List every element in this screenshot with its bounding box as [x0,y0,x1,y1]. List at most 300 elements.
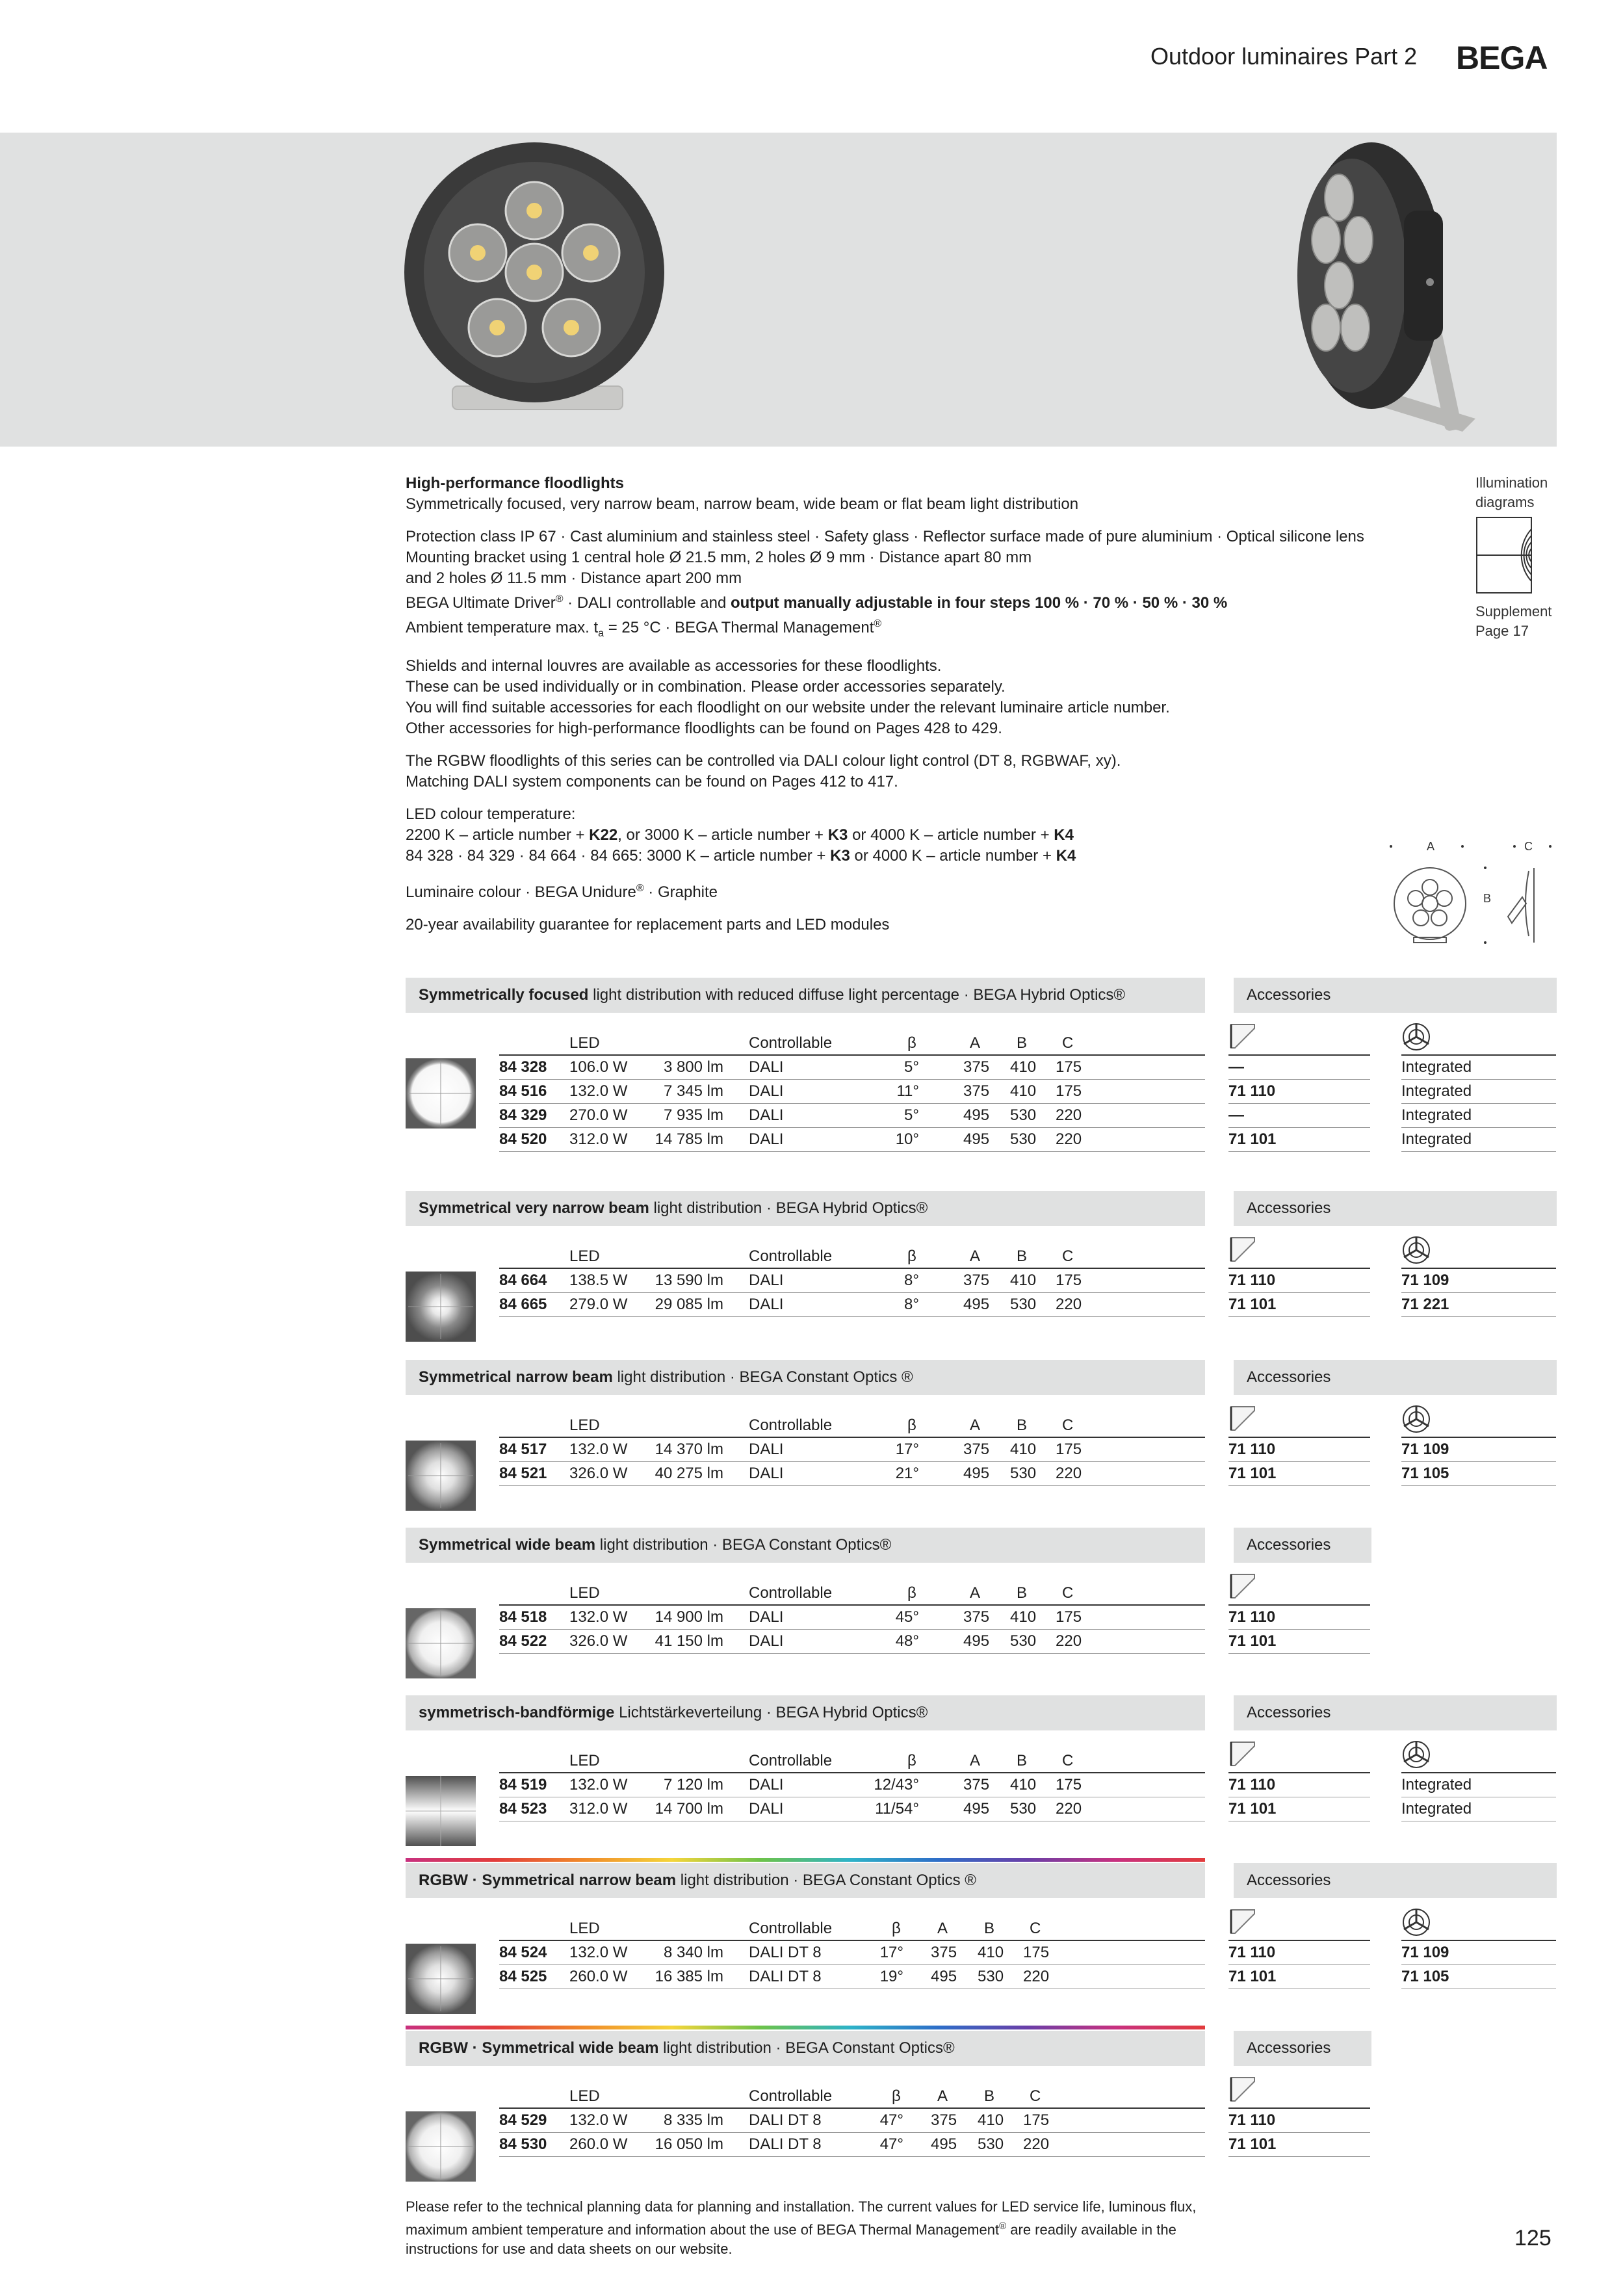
column-header-a: A [970,1584,981,1602]
accessory-shield-column [1228,1235,1370,1317]
accessory-shield-number[interactable]: 71 110 [1228,1269,1370,1293]
column-header-controllable: Controllable [749,1247,833,1265]
page-header-title: Outdoor luminaires Part 2 [1150,43,1418,70]
cell-w: 270.0 W [569,1106,628,1124]
section-title-rest: light distribution · BEGA Constant Optics ® [612,1368,913,1386]
accessory-shield-number[interactable]: 71 101 [1228,1630,1370,1654]
spec-paragraph [406,527,1439,644]
accessory-shield-number[interactable]: 71 110 [1228,1773,1370,1797]
cell-num: 84 529 [499,2111,547,2129]
column-header-led: LED [569,1584,600,1602]
text-line: These can be used individually or in combination. Please order accessories separately. [406,677,1006,696]
footnote-line: are readily available in the [1006,2221,1176,2238]
accessory-louvre-value: Integrated [1401,1773,1556,1797]
light-distribution-thumbnail [406,1058,476,1128]
cell-a: 495 [931,1968,957,1985]
spec-line: and 2 holes Ø 11.5 mm · Distance apart 200 mm [406,569,742,587]
column-header-controllable: Controllable [749,1416,833,1434]
column-header-c: C [1062,1247,1074,1265]
column-header-b: B [1017,1247,1028,1265]
cell-lm: 7 120 lm [663,1776,723,1794]
text-part: · Graphite [643,883,718,901]
light-distribution-thumbnail [406,1608,476,1678]
cell-c: 220 [1056,1800,1082,1818]
column-header-beta: β [907,1034,916,1052]
light-distribution-thumbnail [406,2111,476,2182]
cell-a: 375 [963,1272,990,1289]
cell-lm: 40 275 lm [655,1465,723,1482]
table-row [499,1965,1205,1989]
accessory-shield-column [1228,1740,1370,1821]
accessories-header: Accessories [1234,1191,1557,1226]
text-part: , or 3000 K – article number + [617,826,828,844]
cell-w: 326.0 W [569,1632,628,1650]
page-number: 125 [1514,2226,1552,2250]
accessory-shield-number[interactable]: — [1228,1104,1370,1128]
light-distribution-thumbnail [406,1441,476,1511]
cell-c: 175 [1056,1441,1082,1458]
column-header-c: C [1062,1752,1074,1769]
cell-lm: 14 370 lm [655,1441,723,1458]
cell-beta: 45° [895,1608,919,1626]
column-header-a: A [970,1034,981,1052]
cell-a: 375 [963,1082,990,1100]
cell-w: 132.0 W [569,1608,628,1626]
louvre-icon [1401,1022,1556,1056]
cell-num: 84 517 [499,1441,547,1458]
cell-ctrl: DALI DT 8 [749,1944,822,1961]
cell-a: 375 [931,2111,957,2129]
cell-num: 84 525 [499,1968,547,1985]
cell-num: 84 518 [499,1608,547,1626]
section-title-rest: light distribution with reduced diffuse light percentage · BEGA Hybrid Optics® [588,986,1126,1004]
cell-num: 84 329 [499,1106,547,1124]
cell-lm: 14 785 lm [655,1130,723,1148]
accessories-header: Accessories [1234,1360,1557,1395]
table-header-row [499,1582,1205,1606]
accessory-shield-number[interactable]: 71 101 [1228,1965,1370,1989]
accessory-shield-column [1228,1907,1370,1989]
cell-lm: 3 800 lm [663,1058,723,1076]
cell-a: 495 [963,1465,990,1482]
bega-logo: BEGA [1456,40,1548,76]
section-header [406,1191,1205,1226]
cell-b: 530 [1010,1632,1037,1650]
cell-c: 175 [1023,1944,1050,1961]
cell-beta: 12/43° [874,1776,919,1794]
section-header [406,1528,1205,1563]
cell-b: 410 [978,2111,1004,2129]
colour-paragraph [406,878,1439,903]
section-title-rest: Lichtstärkeverteilung · BEGA Hybrid Optics® [614,1704,928,1721]
column-header-a: A [937,2087,948,2105]
cell-a: 495 [963,1632,990,1650]
column-header-led: LED [569,1034,600,1052]
cell-a: 375 [963,1776,990,1794]
registered-mark: ® [555,594,564,605]
cell-c: 175 [1056,1058,1082,1076]
louvre-icon [1401,1404,1556,1438]
driver-text: BEGA Ultimate Driver [406,594,556,612]
footnote-line: instructions for use and data sheets on our website. [406,2241,733,2258]
illumination-label: Illumination diagrams [1475,475,1548,510]
accessory-louvre-column [1401,1404,1556,1486]
text-line: The RGBW floodlights of this series can be controlled via DALI colour light control (DT 8, RGBWAF, xy). [406,751,1121,770]
rgbw-paragraph [406,751,1439,792]
cell-ctrl: DALI [749,1632,784,1650]
cell-lm: 13 590 lm [655,1272,723,1289]
product-hero-image [0,133,1557,447]
cell-beta: 5° [904,1106,919,1124]
cell-lm: 14 900 lm [655,1608,723,1626]
louvre-icon [1401,1235,1556,1269]
cell-lm: 29 085 lm [655,1296,723,1313]
cell-beta: 21° [895,1465,919,1482]
cell-num: 84 530 [499,2135,547,2153]
accessory-shield-number[interactable]: 71 110 [1228,1080,1370,1104]
table-row [499,1056,1205,1080]
table-header-row [499,1246,1205,1269]
table-header-row [499,1750,1205,1773]
shield-icon [1228,1740,1370,1773]
section-header [406,978,1205,1013]
section-title-rest: light distribution · BEGA Constant Optics ® [676,1872,976,1889]
cell-ctrl: DALI [749,1272,784,1289]
cell-a: 495 [963,1296,990,1313]
column-header-led: LED [569,2087,600,2105]
column-header-led: LED [569,1752,600,1769]
cell-lm: 7 345 lm [663,1082,723,1100]
accessory-shield-number[interactable]: 71 110 [1228,1606,1370,1630]
accessory-shield-number[interactable]: 71 110 [1228,1941,1370,1965]
shield-icon [1228,1235,1370,1269]
column-header-controllable: Controllable [749,1920,833,1937]
shield-icon [1228,1022,1370,1056]
table-header-row [499,1032,1205,1056]
cell-ctrl: DALI [749,1106,784,1124]
cell-w: 312.0 W [569,1800,628,1818]
product-table [499,1582,1205,1654]
column-header-beta: β [892,1920,901,1937]
cell-c: 175 [1056,1776,1082,1794]
cell-ctrl: DALI [749,1296,784,1313]
driver-text: · DALI controllable and [563,594,731,612]
led-temperature-paragraph [406,804,1439,867]
accessory-shield-number[interactable]: 71 101 [1228,1293,1370,1317]
cell-beta: 17° [895,1441,919,1458]
cell-ctrl: DALI DT 8 [749,1968,822,1985]
footnote [406,2197,1381,2259]
column-header-beta: β [907,1416,916,1434]
table-header-row [499,2085,1205,2109]
column-header-controllable: Controllable [749,1752,833,1769]
cell-lm: 14 700 lm [655,1800,723,1818]
accessory-louvre-value[interactable]: 71 105 [1401,1462,1556,1486]
dimming-steps: output manually adjustable in four steps 100 % · 70 % · 50 % · 30 % [731,594,1228,612]
cell-w: 260.0 W [569,2135,628,2153]
guarantee-paragraph: 20-year availability guarantee for replacement parts and LED modules [406,915,890,933]
cell-b: 410 [1010,1441,1037,1458]
product-table [499,1750,1205,1821]
accessory-louvre-value[interactable]: 71 109 [1401,1941,1556,1965]
section-header [406,1360,1205,1395]
accessories-header: Accessories [1234,1695,1557,1730]
ambient-sub: a [598,627,604,639]
section-title-bold: Symmetrical narrow beam [419,1368,613,1386]
text-line: You will find suitable accessories for each floodlight on our website under the relevant luminaire article number. [406,698,1170,716]
louvre-icon [1401,1907,1556,1941]
cell-b: 410 [1010,1082,1037,1100]
cell-num: 84 521 [499,1465,547,1482]
cell-lm: 41 150 lm [655,1632,723,1650]
cell-w: 106.0 W [569,1058,628,1076]
column-header-led: LED [569,1247,600,1265]
column-header-c: C [1062,1584,1074,1602]
cell-ctrl: DALI DT 8 [749,2135,822,2153]
table-row [499,1941,1205,1965]
cell-w: 132.0 W [569,1776,628,1794]
accessory-shield-number[interactable]: 71 101 [1228,2133,1370,2157]
cell-beta: 8° [904,1296,919,1313]
table-row [499,1269,1205,1293]
column-header-c: C [1030,2087,1041,2105]
accessory-louvre-column [1401,1022,1556,1152]
cell-ctrl: DALI [749,1441,784,1458]
table-header-row [499,1415,1205,1438]
cell-num: 84 664 [499,1272,547,1289]
accessory-louvre-value[interactable]: 71 105 [1401,1965,1556,1989]
section-title-bold: Symmetrical wide beam [419,1536,596,1554]
illumination-diagram-note [1475,473,1560,641]
cell-ctrl: DALI [749,1130,784,1148]
section-header [406,1695,1205,1730]
section-title-rest: light distribution · BEGA Hybrid Optics® [649,1199,928,1217]
section-title-bold: RGBW · Symmetrical narrow beam [419,1872,677,1889]
spec-line: Mounting bracket using 1 central hole Ø 21.5 mm, 2 holes Ø 9 mm · Distance apart 80 mm [406,549,1032,566]
section-title-bold: symmetrisch-bandförmige [419,1704,615,1721]
cell-a: 375 [963,1441,990,1458]
section-title-bold: RGBW · Symmetrical wide beam [419,2039,659,2057]
cell-ctrl: DALI [749,1800,784,1818]
column-header-controllable: Controllable [749,2087,833,2105]
accessory-louvre-value[interactable]: 71 109 [1401,1438,1556,1462]
cell-beta: 47° [879,2111,903,2129]
text-part: 84 328 · 84 329 · 84 664 · 84 665: 3000 K – article number + [406,846,831,865]
accessory-louvre-value[interactable]: 71 109 [1401,1269,1556,1293]
shield-icon [1228,1572,1370,1606]
ambient-text: = 25 °C · BEGA Thermal Management [604,619,874,636]
cell-c: 220 [1056,1106,1082,1124]
registered-mark: ® [999,2221,1007,2232]
cell-a: 375 [931,1944,957,1961]
section-title-rest: light distribution · BEGA Constant Optics® [658,2039,955,2057]
column-header-a: A [970,1752,981,1769]
cell-beta: 48° [895,1632,919,1650]
cell-num: 84 522 [499,1632,547,1650]
accessory-shield-number[interactable]: 71 110 [1228,2109,1370,2133]
cell-beta: 8° [904,1272,919,1289]
cell-num: 84 516 [499,1082,547,1100]
cell-b: 410 [1010,1608,1037,1626]
footnote-line: Please refer to the technical planning data for planning and installation. The current values for LED service life, luminous flux, [406,2198,1197,2215]
text-line: Shields and internal louvres are available as accessories for these floodlights. [406,657,942,675]
table-row [499,1128,1205,1152]
light-distribution-thumbnail [406,1272,476,1342]
table-row [499,1438,1205,1462]
product-table [499,2085,1205,2157]
product-table [499,1246,1205,1317]
cell-ctrl: DALI [749,1082,784,1100]
cell-c: 220 [1023,1968,1050,1985]
cell-lm: 16 050 lm [655,2135,723,2153]
column-header-c: C [1062,1416,1074,1434]
cell-b: 530 [978,2135,1004,2153]
cell-a: 495 [963,1800,990,1818]
text-part: Luminaire colour · BEGA Unidure [406,883,636,901]
accessory-louvre-value: Integrated [1401,1080,1556,1104]
cell-c: 220 [1056,1130,1082,1148]
louvre-icon [1401,1740,1556,1773]
code-k4: K4 [1054,826,1074,844]
intro-subheading: Symmetrically focused, very narrow beam, narrow beam, wide beam or flat beam light distribution [406,495,1079,513]
cell-b: 530 [978,1968,1004,1985]
cell-c: 175 [1056,1082,1082,1100]
accessory-shield-column [1228,1572,1370,1654]
cell-num: 84 520 [499,1130,547,1148]
cell-w: 312.0 W [569,1130,628,1148]
cell-num: 84 328 [499,1058,547,1076]
cell-ctrl: DALI [749,1058,784,1076]
cell-a: 375 [963,1608,990,1626]
column-header-controllable: Controllable [749,1584,833,1602]
text-part: 2200 K – article number + [406,826,590,844]
column-header-beta: β [892,2087,901,2105]
column-header-b: B [984,1920,995,1937]
table-row [499,1462,1205,1486]
text-line: Matching DALI system components can be found on Pages 412 to 417. [406,772,898,790]
code-k4: K4 [1056,846,1076,865]
column-header-led: LED [569,1416,600,1434]
cell-a: 495 [963,1106,990,1124]
light-distribution-thumbnail [406,1776,476,1846]
accessory-louvre-value[interactable]: 71 221 [1401,1293,1556,1317]
product-description [406,473,1439,947]
accessory-louvre-column [1401,1907,1556,1989]
text-line: LED colour temperature: [406,805,576,823]
accessory-shield-number[interactable]: 71 101 [1228,1128,1370,1152]
text-part: or 4000 K – article number + [850,846,1056,865]
cell-num: 84 519 [499,1776,547,1794]
cell-b: 410 [1010,1058,1037,1076]
light-distribution-thumbnail [406,1944,476,2014]
cell-c: 220 [1056,1465,1082,1482]
column-header-b: B [1017,1584,1028,1602]
cell-lm: 7 935 lm [663,1106,723,1124]
cell-b: 410 [1010,1272,1037,1289]
accessory-shield-number[interactable]: 71 101 [1228,1797,1370,1821]
cell-b: 530 [1010,1106,1037,1124]
product-table [499,1032,1205,1152]
cell-w: 132.0 W [569,2111,628,2129]
registered-mark: ® [636,882,644,894]
registered-mark: ® [874,618,882,629]
cell-b: 530 [1010,1130,1037,1148]
section-header [406,2031,1205,2066]
column-header-b: B [1017,1752,1028,1769]
text-part: or 4000 K – article number + [848,826,1054,844]
table-row [499,2109,1205,2133]
spec-line: Protection class IP 67 · Cast aluminium and stainless steel · Safety glass · Reflector surface made of pure aluminium · Optical silicone lens [406,528,1364,545]
cell-ctrl: DALI [749,1608,784,1626]
text-line: Other accessories for high-performance floodlights can be found on Pages 428 to 429. [406,719,1002,737]
accessories-paragraph [406,656,1439,739]
accessory-shield-number[interactable]: 71 110 [1228,1438,1370,1462]
cell-w: 260.0 W [569,1968,628,1985]
cell-b: 410 [1010,1776,1037,1794]
accessory-shield-column [1228,1404,1370,1486]
cell-w: 132.0 W [569,1082,628,1100]
accessory-shield-number[interactable]: — [1228,1056,1370,1080]
accessories-header: Accessories [1234,1528,1371,1563]
accessory-shield-column [1228,1022,1370,1152]
cell-w: 279.0 W [569,1296,628,1313]
cell-c: 175 [1023,2111,1050,2129]
supplement-label: Supplement Page 17 [1475,603,1552,639]
accessory-louvre-value: Integrated [1401,1797,1556,1821]
section-header [406,1863,1205,1898]
section-title-rest: light distribution · BEGA Constant Optics® [595,1536,892,1554]
accessory-louvre-column [1401,1235,1556,1317]
cell-w: 138.5 W [569,1272,628,1289]
column-header-beta: β [907,1752,916,1769]
column-header-beta: β [907,1584,916,1602]
accessory-shield-number[interactable]: 71 101 [1228,1462,1370,1486]
table-row [499,1773,1205,1797]
cell-c: 175 [1056,1608,1082,1626]
intro-heading: High-performance floodlights [406,475,624,492]
cell-b: 410 [978,1944,1004,1961]
cell-beta: 11° [896,1082,919,1100]
accessory-louvre-value: Integrated [1401,1056,1556,1080]
column-header-a: A [970,1416,981,1434]
cell-a: 495 [931,2135,957,2153]
cell-beta: 10° [895,1130,919,1148]
cell-lm: 8 335 lm [663,2111,723,2129]
cell-lm: 8 340 lm [663,1944,723,1961]
column-header-beta: β [907,1247,916,1265]
column-header-b: B [984,2087,995,2105]
cell-beta: 17° [879,1944,903,1961]
accessory-louvre-value: Integrated [1401,1104,1556,1128]
dim-c-label: C [1524,840,1533,853]
cell-ctrl: DALI DT 8 [749,2111,822,2129]
cell-lm: 16 385 lm [655,1968,723,1985]
cell-ctrl: DALI [749,1776,784,1794]
column-header-controllable: Controllable [749,1034,833,1052]
cell-num: 84 523 [499,1800,547,1818]
column-header-led: LED [569,1920,600,1937]
cell-a: 375 [963,1058,990,1076]
section-title-bold: Symmetrically focused [419,986,589,1004]
shield-icon [1228,2075,1370,2109]
shield-icon [1228,1404,1370,1438]
cell-w: 326.0 W [569,1465,628,1482]
accessories-header: Accessories [1234,978,1557,1013]
accessory-shield-column [1228,2075,1370,2157]
dim-b-label: B [1483,892,1492,905]
illumination-diagram-icon [1475,516,1533,594]
column-header-a: A [937,1920,948,1937]
